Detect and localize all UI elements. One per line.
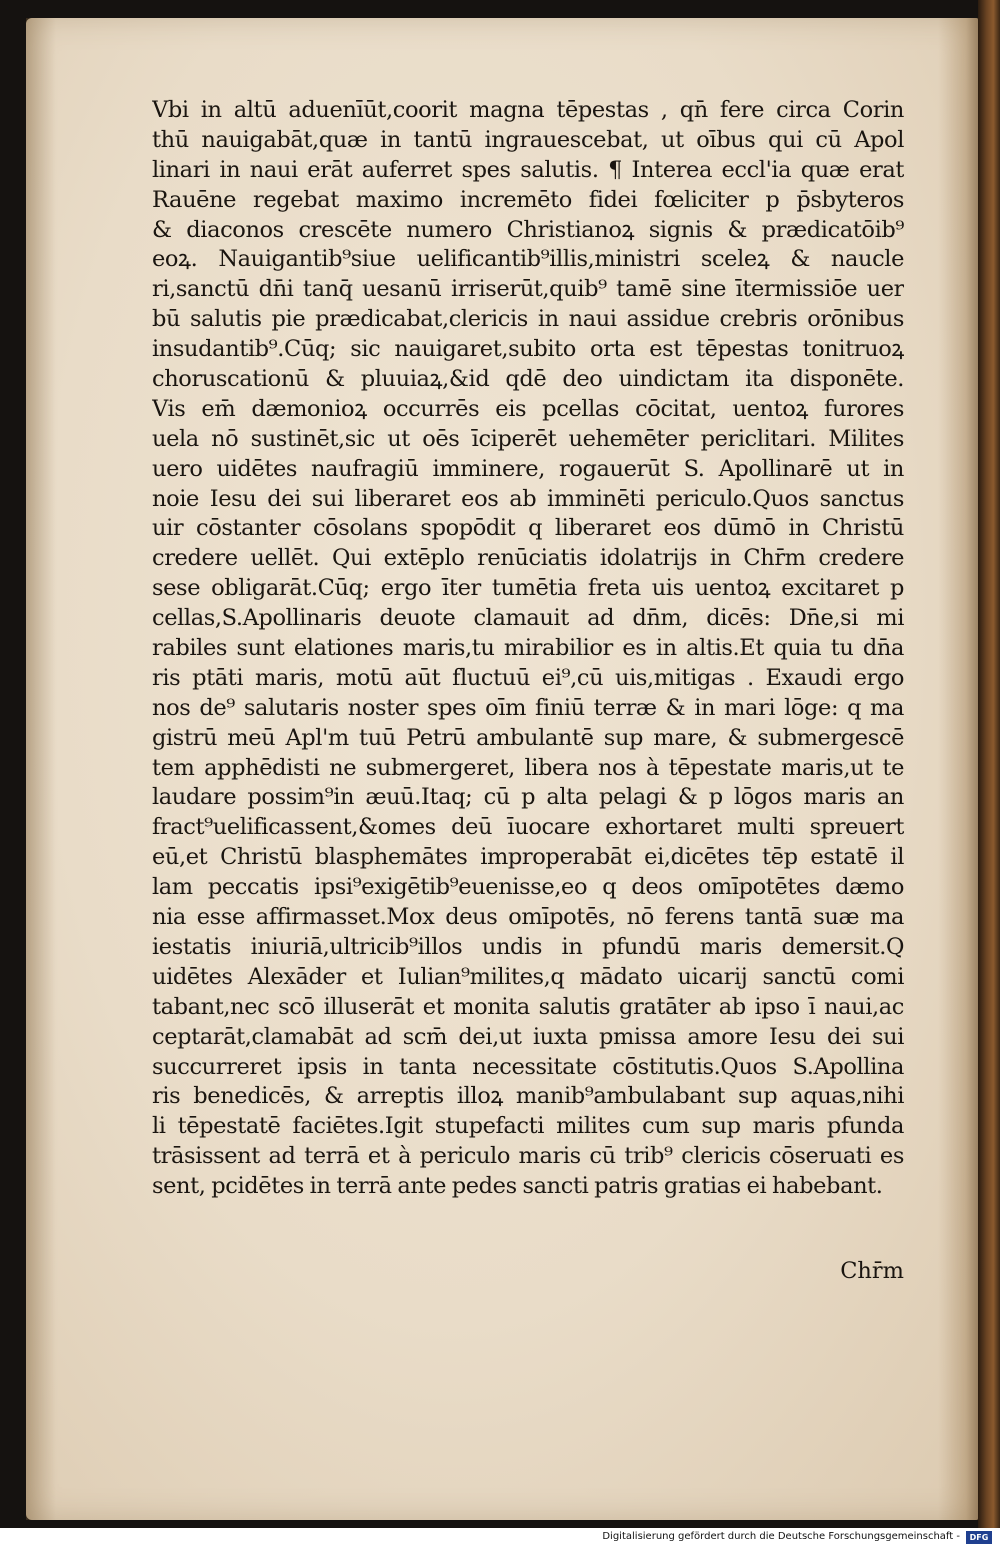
text-line: ris benedicēs, & arreptis illoꝝ manib⁹ambulabant sup aquas,nihi	[152, 1083, 904, 1110]
text-line: ris ptāti maris, motū aūt fluctuū ei⁹,cū uis,mitigas . Exaudi ergo	[152, 664, 904, 691]
text-line: Rauēne regebat maximo incremēto fidei fœliciter p p̄sbyteros	[152, 186, 904, 213]
text-line: choruscationū & pluuiaꝝ,&id qdē deo uindictam ita disponēte.	[152, 366, 904, 393]
text-line: thū nauigabāt,quæ in tantū ingrauescebat, ut oībus qui cū Apol	[152, 126, 904, 153]
text-line: gistrū meū Apl'm tuū Petrū ambulantē sup mare, & submergescē	[152, 724, 904, 751]
dfg-logo-icon: DFG	[966, 1531, 992, 1544]
text-line: fract⁹uelificassent,&omes deū īuocare exhortaret multi spreuert	[152, 814, 904, 841]
text-line: uela nō sustinēt,sic ut oēs īciperēt uehemēter periclitari. Milites	[152, 425, 904, 452]
text-line: sent, pcidētes in terrā ante pedes sancti patris gratias ei habebant.	[152, 1173, 883, 1200]
text-line: Vis em̄ dæmonioꝝ occurrēs eis pcellas cōcitat, uentoꝝ furores	[152, 395, 904, 422]
book-cover-edge	[978, 0, 1000, 1528]
text-line: nos de⁹ salutaris noster spes oīm finiū terræ & in mari lōge: q ma	[152, 694, 904, 721]
text-line: iestatis iniuriā,ultricib⁹illos undis in pfundū maris demersit.Q	[152, 933, 904, 960]
text-line: li tēpestatē faciētes.Igit stupefacti milites cum sup maris pfunda	[152, 1113, 904, 1140]
footer-bar	[0, 1528, 1000, 1547]
text-line: laudare possim⁹in æuū.Itaq; cū p alta pelagi & p lōgos maris an	[152, 784, 904, 811]
text-line: & diaconos crescēte numero Christianoꝝ signis & prædicatōib⁹	[152, 216, 904, 243]
funding-credit: Digitalisierung gefördert durch die Deutsche Forschungsgemeinschaft -	[602, 1531, 960, 1542]
text-line: lam peccatis ipsi⁹exigētib⁹euenisse,eo q deos omīpotētes dæmo	[152, 874, 904, 901]
text-line: cellas,S.Apollinaris deuote clamauit ad dn̄m, dicēs: Dn̄e,si mi	[152, 605, 904, 632]
page-edge-shadow	[938, 18, 978, 1520]
text-line: bū salutis pie prædicabat,clericis in naui assidue crebris orōnibus	[152, 306, 904, 333]
text-line: noie Iesu dei sui liberaret eos ab imminēti periculo.Quos sanctus	[152, 485, 904, 512]
text-line: Vbi in altū aduenīūt,coorit magna tēpestas , qn̄ fere circa Corin	[152, 97, 904, 123]
text-line: insudantib⁹.Cūq; sic nauigaret,subito orta est tēpestas tonitruoꝝ	[152, 336, 904, 363]
text-line: uero uidētes naufragiū imminere, rogauerūt S. Apollinarē ut in	[152, 455, 904, 482]
text-line: ceptarāt,clamabāt ad scm̄ dei,ut iuxta pmissa amore Iesu dei sui	[152, 1023, 904, 1050]
text-line: ri,sanctū dn̄i tanq̄ uesanū irriserūt,quib⁹ tamē sine ītermissiōe uer	[152, 276, 904, 303]
text-line: eū,et Christū blasphemātes improperabāt ei,dicētes tēp estatē il	[152, 844, 904, 871]
text-line: eoꝝ. Nauigantib⁹siue uelificantib⁹illis,ministri sceleꝝ & naucle	[152, 246, 904, 273]
text-line: uidētes Alexāder et Iulian⁹milites,q mādato uicarij sanctū comi	[152, 963, 904, 990]
page-text	[152, 96, 904, 1202]
text-line: linari in naui erāt auferret spes salutis. ¶ Interea eccl'ia quæ erat	[152, 156, 904, 183]
text-line: trāsissent ad terrā et à periculo maris cū trib⁹ clericis cōseruati es	[152, 1143, 904, 1170]
catchword: Chr̄m	[840, 1258, 904, 1284]
text-line: credere uellēt. Qui extēplo renūciatis idolatrijs in Chr̄m credere	[152, 545, 904, 572]
text-line: rabiles sunt elationes maris,tu mirabilior es in altis.Et quia tu dn̄a	[152, 635, 904, 662]
text-line: tem apphēdisti ne submergeret, libera nos à tēpestate maris,ut te	[152, 754, 904, 781]
text-line: succurreret ipsis in tanta necessitate cōstitutis.Quos S.Apollina	[152, 1053, 904, 1080]
text-line: tabant,nec scō illuserāt et monita salutis gratāter ab ipso ī naui,ac	[152, 993, 904, 1020]
text-line: uir cōstanter cōsolans spopōdit q liberaret eos dūmō in Christū	[152, 515, 904, 542]
page-gutter-shadow	[26, 18, 56, 1520]
text-line: sese obligarāt.Cūq; ergo īter tumētia freta uis uentoꝝ excitaret p	[152, 575, 904, 602]
text-line: nia esse affirmasset.Mox deus omīpotēs, nō ferens tantā suæ ma	[152, 904, 904, 931]
